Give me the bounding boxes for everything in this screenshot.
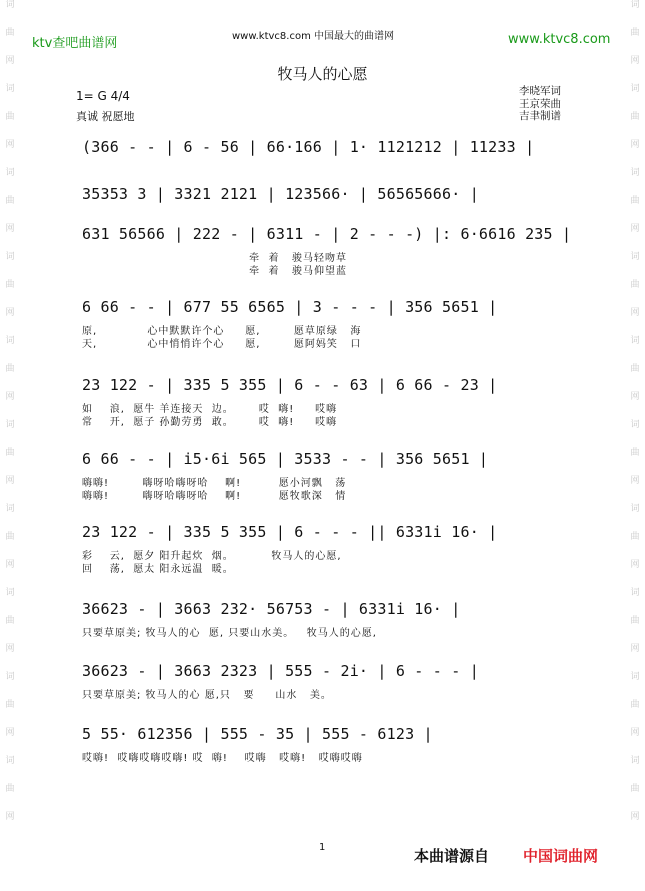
watermark-char: 曲 bbox=[5, 196, 15, 206]
watermark-char: 网 bbox=[630, 224, 640, 234]
watermark-char: 网 bbox=[5, 728, 15, 738]
lyric-line: 只要草原美; 牧马人的心 愿, 只要山水美。 牧马人的心愿, bbox=[82, 628, 377, 639]
watermark-char: 网 bbox=[5, 392, 15, 402]
watermark-char: 词 bbox=[5, 672, 15, 682]
page-number: 1 bbox=[319, 842, 326, 853]
notation-line: 631 56566 | 222 - | 6311 - | 2 - - -) |: 6·6616 235 | bbox=[82, 225, 572, 243]
watermark-char: 曲 bbox=[5, 112, 15, 122]
watermark-char: 曲 bbox=[5, 280, 15, 290]
lyric-line: 只要草原美; 牧马人的心 愿,只 要 山水 美。 bbox=[82, 690, 332, 701]
watermark-char: 网 bbox=[630, 56, 640, 66]
composer: 王京荣曲 bbox=[519, 97, 561, 110]
notation-line: 23 122 - | 335 5 355 | 6 - - - || 6331i 16· | bbox=[82, 523, 498, 541]
left-watermark-column bbox=[2, 0, 18, 891]
notation-line: 6 66 - - | 677 55 6565 | 3 - - - | 356 5651 | bbox=[82, 298, 498, 316]
watermark-char: 曲 bbox=[630, 616, 640, 626]
watermark-char: 网 bbox=[5, 560, 15, 570]
watermark-char: 曲 bbox=[630, 700, 640, 710]
notation-line: 23 122 - | 335 5 355 | 6 - - 63 | 6 66 - 23 | bbox=[82, 376, 498, 394]
watermark-char: 曲 bbox=[5, 616, 15, 626]
notation-line: 5 55· 612356 | 555 - 35 | 555 - 6123 | bbox=[82, 725, 433, 743]
notation-line: 36623 - | 3663 2323 | 555 - 2i· | 6 - - - | bbox=[82, 662, 479, 680]
watermark-char: 词 bbox=[5, 84, 15, 94]
watermark-char: 网 bbox=[630, 392, 640, 402]
watermark-char: 词 bbox=[630, 168, 640, 178]
watermark-char: 词 bbox=[630, 336, 640, 346]
right-watermark-column bbox=[627, 0, 643, 891]
watermark-char: 曲 bbox=[630, 364, 640, 374]
watermark-char: 网 bbox=[630, 812, 640, 822]
watermark-char: 曲 bbox=[630, 784, 640, 794]
watermark-char: 词 bbox=[630, 420, 640, 430]
watermark-char: 词 bbox=[5, 168, 15, 178]
watermark-char: 曲 bbox=[630, 28, 640, 38]
watermark-char: 曲 bbox=[5, 448, 15, 458]
header-site-center[interactable]: www.ktvc8.com 中国最大的曲谱网 bbox=[232, 31, 395, 42]
watermark-char: 网 bbox=[5, 812, 15, 822]
watermark-char: 曲 bbox=[5, 700, 15, 710]
watermark-char: 曲 bbox=[630, 280, 640, 290]
watermark-char: 词 bbox=[5, 588, 15, 598]
watermark-char: 网 bbox=[630, 728, 640, 738]
watermark-char: 词 bbox=[630, 504, 640, 514]
watermark-char: 曲 bbox=[5, 784, 15, 794]
transcriber: 吉聿制谱 bbox=[519, 110, 561, 122]
notation-line: (366 - - | 6 - 56 | 66·166 | 1· 1121212 | 11233 | bbox=[82, 138, 535, 156]
watermark-char: 曲 bbox=[630, 196, 640, 206]
watermark-char: 网 bbox=[630, 560, 640, 570]
watermark-char: 词 bbox=[630, 672, 640, 682]
key-signature: 1= G 4/4 bbox=[76, 89, 130, 103]
watermark-char: 曲 bbox=[630, 448, 640, 458]
watermark-char: 曲 bbox=[630, 532, 640, 542]
watermark-char: 曲 bbox=[5, 364, 15, 374]
notation-line: 35353 3 | 3321 2121 | 123566· | 56565666· | bbox=[82, 185, 479, 203]
lyric-line: 牵 着 骏马轻吻草 bbox=[82, 253, 348, 264]
header-site-right[interactable]: www.ktvc8.com bbox=[508, 32, 611, 47]
source-site[interactable]: 中国词曲网 bbox=[523, 847, 599, 865]
header-site-left[interactable]: ktv查吧曲谱网 bbox=[32, 36, 118, 51]
lyricist: 李晓军词 bbox=[519, 85, 561, 97]
watermark-char: 曲 bbox=[630, 112, 640, 122]
source-label: 本曲谱源自 bbox=[414, 847, 490, 865]
watermark-char: 网 bbox=[5, 140, 15, 150]
watermark-char: 网 bbox=[630, 476, 640, 486]
lyric-line: 嗨嗨! 嗨呀哈嗨呀哈 啊! 愿小河飘 荡 bbox=[82, 478, 347, 489]
watermark-char: 词 bbox=[5, 252, 15, 262]
watermark-char: 曲 bbox=[5, 532, 15, 542]
song-credits bbox=[519, 85, 561, 123]
song-title: 牧马人的心愿 bbox=[277, 65, 368, 83]
lyric-line: 牵 着 骏马仰望蓝 bbox=[82, 266, 348, 277]
lyric-line: 如 浪, 愿牛 羊连接天 边。 哎 嗨! 哎嗨 bbox=[82, 404, 338, 415]
watermark-char: 网 bbox=[5, 644, 15, 654]
watermark-char: 网 bbox=[5, 476, 15, 486]
watermark-char: 网 bbox=[630, 308, 640, 318]
watermark-char: 词 bbox=[630, 84, 640, 94]
lyric-line: 嗨嗨! 嗨呀哈嗨呀哈 啊! 愿牧歌深 情 bbox=[82, 491, 347, 502]
watermark-char: 网 bbox=[630, 644, 640, 654]
notation-line: 6 66 - - | i5·6i 565 | 3533 - - | 356 5651 | bbox=[82, 450, 489, 468]
watermark-char: 网 bbox=[630, 140, 640, 150]
watermark-char: 词 bbox=[630, 756, 640, 766]
watermark-char: 词 bbox=[630, 588, 640, 598]
lyric-line: 彩 云, 愿夕 阳升起炊 烟。 牧马人的心愿, bbox=[82, 551, 342, 562]
lyric-line: 回 荡, 愿太 阳永远温 暖。 bbox=[82, 564, 234, 575]
lyric-line: 天, 心中悄悄许个心 愿, 愿阿妈笑 口 bbox=[82, 339, 362, 350]
watermark-char: 词 bbox=[630, 0, 640, 10]
watermark-char: 词 bbox=[5, 336, 15, 346]
watermark-char: 曲 bbox=[5, 28, 15, 38]
watermark-char: 网 bbox=[5, 308, 15, 318]
watermark-char: 词 bbox=[5, 420, 15, 430]
watermark-char: 词 bbox=[5, 756, 15, 766]
notation-line: 36623 - | 3663 232· 56753 - | 6331i 16· | bbox=[82, 600, 461, 618]
watermark-char: 词 bbox=[5, 0, 15, 10]
lyric-line: 哎嗨! 哎嗨哎嗨哎嗨! 哎 嗨! 哎嗨 哎嗨! 哎嗨哎嗨 bbox=[82, 753, 363, 764]
lyric-line: 常 开, 愿子 孙勤劳勇 敢。 哎 嗨! 哎嗨 bbox=[82, 417, 338, 428]
watermark-char: 网 bbox=[5, 224, 15, 234]
watermark-char: 词 bbox=[5, 504, 15, 514]
lyric-line: 原, 心中默默许个心 愿, 愿草原绿 海 bbox=[82, 326, 362, 337]
tempo-marking: 真诚 祝愿地 bbox=[76, 110, 135, 123]
watermark-char: 网 bbox=[5, 56, 15, 66]
watermark-char: 词 bbox=[630, 252, 640, 262]
